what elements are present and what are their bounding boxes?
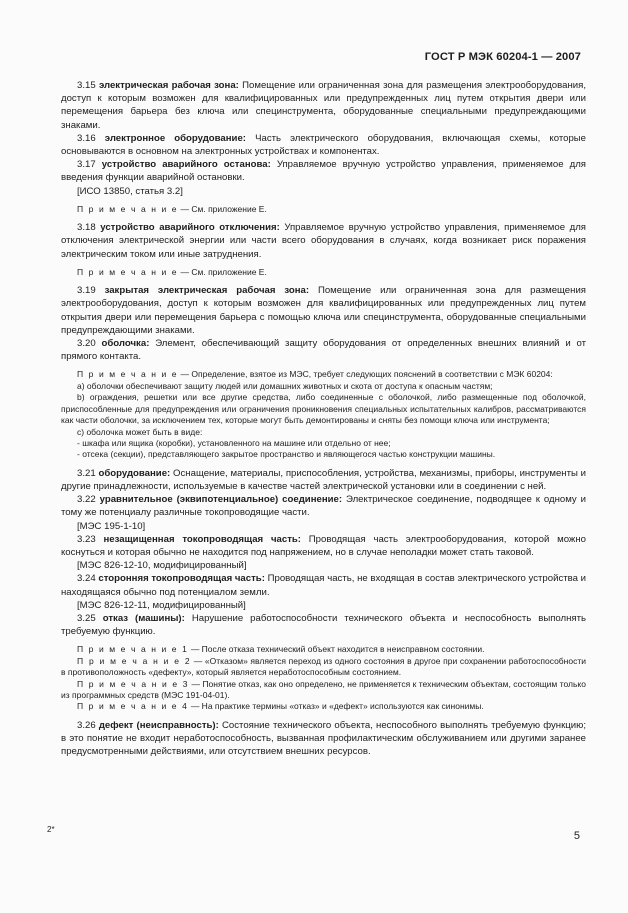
- note-label: П р и м е ч а н и е 4: [77, 701, 189, 712]
- note-label: П р и м е ч а н и е 2: [77, 655, 192, 666]
- clause-number: 3.19: [77, 285, 96, 297]
- clause-3-18: [61, 221, 586, 261]
- clause-text: Нарушение работоспособности технического объекта и неспособность выполнять требуемую функцию.: [61, 612, 587, 638]
- clause-text: Проводящая часть электрооборудования, которой можно коснуться и которая обычно не находится под напряжением, но в случае неполадки может стать таковой.: [61, 533, 586, 558]
- clause-term: устройство аварийного останова:: [101, 159, 271, 171]
- clause-text: Управляемое вручную устройство управления, применяемое для введения функции аварийной остановки.: [61, 159, 586, 184]
- note-text: — См. приложение Е.: [180, 266, 267, 277]
- clause-text: Оснащение, материалы, приспособления, устройства, механизмы, приборы, инструменты и другие принадлежности, используемые в качестве частей электрической установки или в соединении с ней.: [61, 467, 587, 492]
- note-label: П р и м е ч а н и е 3: [77, 678, 190, 689]
- clause-3-20: [61, 337, 586, 363]
- clause-term: электрическая рабочая зона:: [98, 80, 239, 91]
- clause-3-21: [61, 467, 586, 493]
- clause-term: электронное оборудование:: [104, 132, 246, 144]
- clause-number: 3.25: [77, 612, 96, 624]
- clause-number: 3.20: [77, 338, 96, 350]
- clause-3-22: [61, 493, 586, 519]
- clause-term: уравнительное (эквипотенциальное) соединение:: [99, 494, 343, 506]
- note-text: — См. приложение Е.: [180, 203, 267, 214]
- clause-text: Помещение или ограниченная зона для размещения электрооборудования, доступ к которым возможен для квалифицированных или предупрежденных лиц путем открытия двери или перемещения барьера с помощью ключа или специнструмента, оборудованные специальными предупреждающими знаками.: [61, 285, 586, 336]
- clause-number: 3.18: [77, 222, 96, 234]
- note-item: a) оболочки обеспечивают защиту людей или домашних животных и скота от доступа к опасным частям;: [77, 380, 493, 391]
- clause-text: Электрическое соединение, подводящее к одному и тому же потенциалу различные токопроводящие части.: [61, 494, 587, 519]
- clause-text: Часть электрического оборудования, включающая схемы, которые основываются в основном на электронных устройствах и компонентах.: [61, 132, 587, 158]
- clause-term: закрытая электрическая рабочая зона:: [104, 285, 310, 297]
- note-item: - отсека (секции), представляющего закрытое пространство и являющегося частью конструкции машины.: [77, 449, 496, 460]
- clause-text: Элемент, обеспечивающий защиту оборудования от определенных внешних влияний и от прямого контакта.: [61, 338, 586, 363]
- clause-term: оболочка:: [101, 338, 150, 350]
- clause-number: 3.22: [77, 494, 96, 506]
- note-text: — После отказа технический объект находится в неисправном состоянии.: [190, 644, 485, 655]
- clause-3-26: [61, 719, 586, 759]
- clause-term: отказ (машины):: [102, 612, 185, 624]
- clause-term: дефект (неисправность):: [98, 719, 219, 731]
- clause-number: 3.17: [77, 159, 96, 171]
- clause-3-25: [61, 612, 586, 638]
- document-body: [61, 79, 586, 758]
- clause-text: Управляемое вручную устройство управления, применяемое для отключения электрической энергии или части всего оборудования в случаях, когда возникает риск поражения электрическим током или иные затруднения.: [61, 222, 586, 260]
- clause-reference: [МЭС 195-1-10]: [77, 520, 146, 532]
- note-text: — Понятие отказ, как оно определено, не применяется к техническим объектам, состоящим только из программных средств (МЭС 191-04-01).: [61, 678, 586, 700]
- clause-number: 3.24: [77, 573, 96, 585]
- note-item: c) оболочка может быть в виде:: [77, 426, 203, 437]
- clause-text: Состояние технического объекта, неспособного выполнять требуемую функцию; в это понятие не входит неработоспособность, вызванная профилактическим обслуживанием или другими заранее предусмотренными действиями, или отсутствием внешних ресурсов.: [61, 719, 586, 758]
- clause-term: сторонняя токопроводящая часть:: [98, 573, 265, 585]
- note-text: — На практике термины «отказ» и «дефект» используются как синонимы.: [190, 701, 484, 712]
- clause-note: [61, 679, 586, 702]
- clause-note: [61, 369, 586, 380]
- clause-note: [61, 701, 586, 712]
- note-label: П р и м е ч а н и е: [77, 266, 179, 277]
- clause-note: [61, 267, 586, 278]
- clause-reference: [МЭС 826-12-11, модифицированный]: [77, 599, 246, 611]
- clause-term: незащищенная токопроводящая часть:: [103, 533, 301, 545]
- clause-number: 3.23: [77, 533, 96, 545]
- sheet-mark: 2*: [47, 825, 55, 834]
- note-label: П р и м е ч а н и е 1: [77, 644, 189, 655]
- clause-number: 3.16: [77, 132, 96, 144]
- clause-3-17: [61, 158, 586, 184]
- clause-term: оборудование:: [98, 467, 171, 479]
- clause-text: Проводящая часть, не входящая в состав электрического устройства и находящаяся обычно под потенциалом земли.: [61, 573, 587, 598]
- clause-3-23: [61, 533, 586, 559]
- clause-number: 3.21: [77, 467, 96, 479]
- clause-3-15: [61, 79, 586, 132]
- clause-text: Помещение или ограниченная зона для размещения электрооборудования, доступ к которым возможен для квалифицированных или предупрежденных лиц путем открытия двери или перемещения барьера без ключа или специнструмента, оборудованные специальными предупреждающими знаками.: [61, 80, 586, 131]
- clause-note: [61, 656, 586, 679]
- clause-note: [61, 204, 586, 215]
- page-number: 5: [573, 830, 580, 842]
- note-item: - шкафа или ящика (коробки), установленного на машине или отдельно от нее;: [77, 437, 391, 448]
- clause-3-16: [61, 132, 586, 158]
- clause-reference: [ИСО 13850, статья 3.2]: [77, 185, 183, 197]
- note-label: П р и м е ч а н и е: [77, 369, 179, 380]
- clause-note: [61, 644, 586, 655]
- note-text: — «Отказом» является переход из одного состояния в другое при сохранении работоспособности в противоположность «дефекту», который является неработоспособным состоянием.: [61, 655, 586, 678]
- clause-number: 3.15: [77, 80, 96, 91]
- clause-number: 3.26: [77, 719, 96, 731]
- clause-term: устройство аварийного отключения:: [100, 222, 280, 234]
- note-item: b) ограждения, решетки или все другие средства, либо соединенные с оболочкой, либо размещенные под оболочкой, приспособленные для предупреждения или ограничения проникновения специальных испытательных калибров, рассматриваются как части оболочки, за исключением тех, которые могут быть демонтированы и сняты без помощи ключа или инструмента;: [61, 392, 586, 426]
- note-text: — Определение, взятое из МЭС, требует следующих пояснений в соответствии с МЭК 60204:: [180, 369, 553, 380]
- clause-reference: [МЭС 826-12-10, модифицированный]: [77, 560, 247, 572]
- note-label: П р и м е ч а н и е: [77, 203, 179, 214]
- clause-3-19: [61, 284, 586, 337]
- clause-3-24: [61, 572, 586, 598]
- page-header-title: ГОСТ Р МЭК 60204-1 — 2007: [424, 51, 581, 63]
